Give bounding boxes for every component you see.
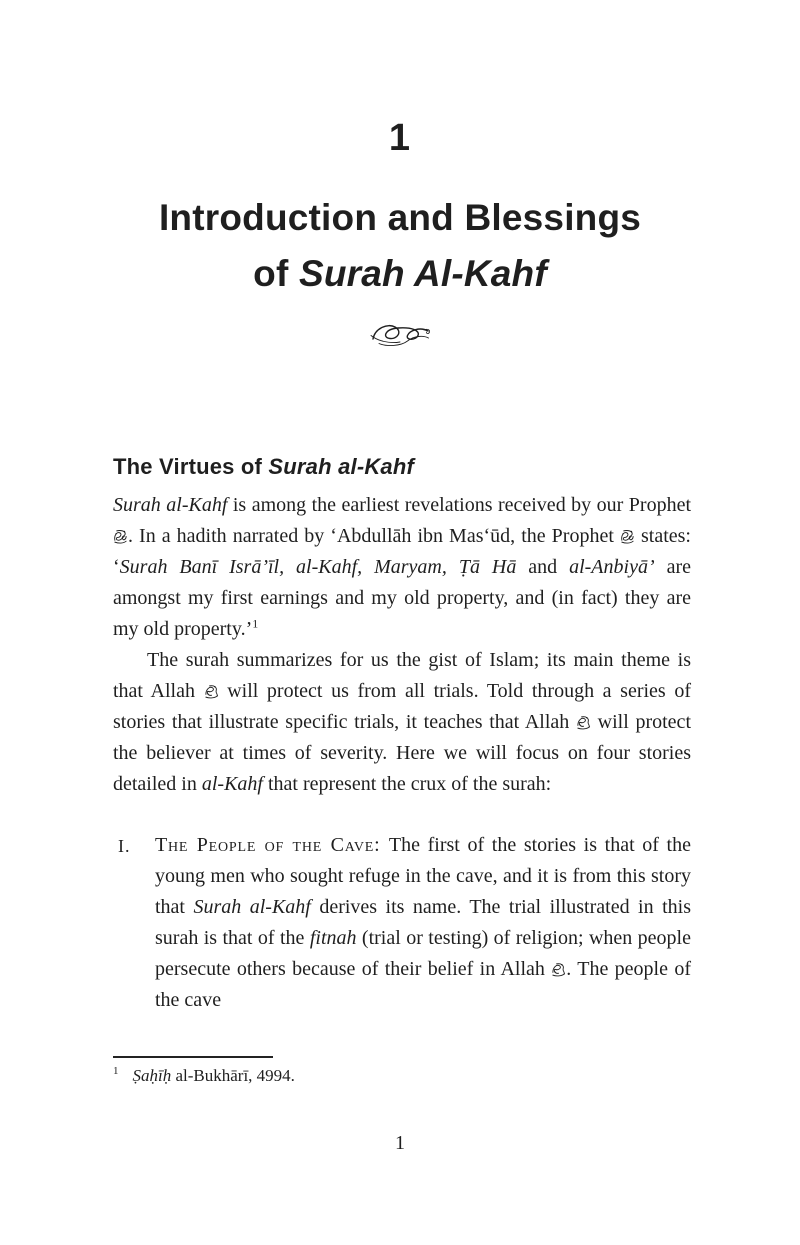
text-run: al-Bukhārī, 4994.: [171, 1066, 295, 1085]
text-run: Ṣaḥīḥ: [132, 1066, 172, 1085]
text-run: The surah summarizes for us the gist of Islam; its main theme is that Allah: [113, 649, 691, 702]
text-run: The People of the Cave:: [155, 834, 389, 856]
text-run: and: [516, 556, 570, 578]
text-run: The first of the stories is that of the young men who sought refuge in the cave, and it is from this story that: [155, 834, 691, 918]
chapter-title-line2-prefix: of: [253, 253, 299, 294]
list-item-marker: I.: [118, 836, 131, 856]
text-run: will protect the believer at times of severity. Here we will focus on four stories detailed in: [113, 711, 691, 795]
text-run: Surah al-Kahf: [268, 454, 415, 479]
prophet-salutation-icon: [620, 529, 635, 544]
text-run: . The people of the cave: [155, 958, 691, 1011]
footnote-marker: 1: [113, 1065, 119, 1078]
chapter-number: 1: [388, 117, 412, 159]
text-run: (trial or testing) of religion; when people persecute others because of their belief in Allah: [155, 927, 691, 980]
chapter-title: [0, 190, 800, 302]
list-item-people-of-the-cave: [113, 830, 691, 1016]
text-run: 1: [252, 616, 259, 631]
chapter-title-line2: [253, 253, 547, 294]
chapter-title-line2-surah-name: Surah Al-Kahf: [298, 253, 547, 294]
virtues-paragraph: [113, 490, 691, 645]
text-run: Surah al-Kahf: [193, 896, 311, 918]
text-run: is among the earliest revelations received by our Prophet: [227, 494, 692, 516]
text-run: states: ‘: [113, 525, 691, 578]
allah-glorification-icon: [551, 962, 566, 977]
text-run: The Virtues of: [113, 454, 269, 479]
footnote-reference: [133, 1066, 295, 1085]
prophet-salutation-icon: [113, 529, 128, 544]
text-run: fitnah: [309, 927, 357, 949]
text-run: are amongst my first earnings and my old property, and (in fact) they are my old property.’: [113, 556, 691, 640]
text-run: al-Kahf: [201, 773, 263, 795]
section-heading: [113, 454, 691, 480]
text-run: . In a hadith narrated by ‘Abdullāh ibn Mas‘ūd, the Prophet: [128, 525, 620, 547]
footnote-area: [113, 1056, 691, 1087]
allah-glorification-icon: [204, 684, 219, 699]
text-run: that represent the crux of the surah:: [262, 773, 552, 795]
story-list: [113, 830, 691, 1016]
text-run: Surah Banī Isrā’īl, al-Kahf, Maryam, Ṭā Hā: [119, 556, 517, 578]
summary-paragraph: [113, 645, 691, 800]
body-text-column: [113, 490, 691, 1016]
text-run: will protect us from all trials. Told through a series of stories that illustrate specific trials, it teaches that Allah: [113, 680, 692, 733]
footnote-divider: [113, 1056, 273, 1058]
list-item-text: [155, 834, 691, 1011]
chapter-title-line1: Introduction and Blessings: [158, 197, 642, 238]
text-run: Surah al-Kahf: [113, 494, 228, 516]
text-run: derives its name. The trial illustrated in this surah is that of the: [155, 896, 691, 949]
footnote: [113, 1065, 691, 1087]
page-number: 1: [395, 1132, 405, 1154]
text-run: al-Anbiyā’: [569, 556, 655, 578]
allah-glorification-icon: [576, 715, 591, 730]
calligraphic-flourish-icon: [0, 318, 800, 354]
